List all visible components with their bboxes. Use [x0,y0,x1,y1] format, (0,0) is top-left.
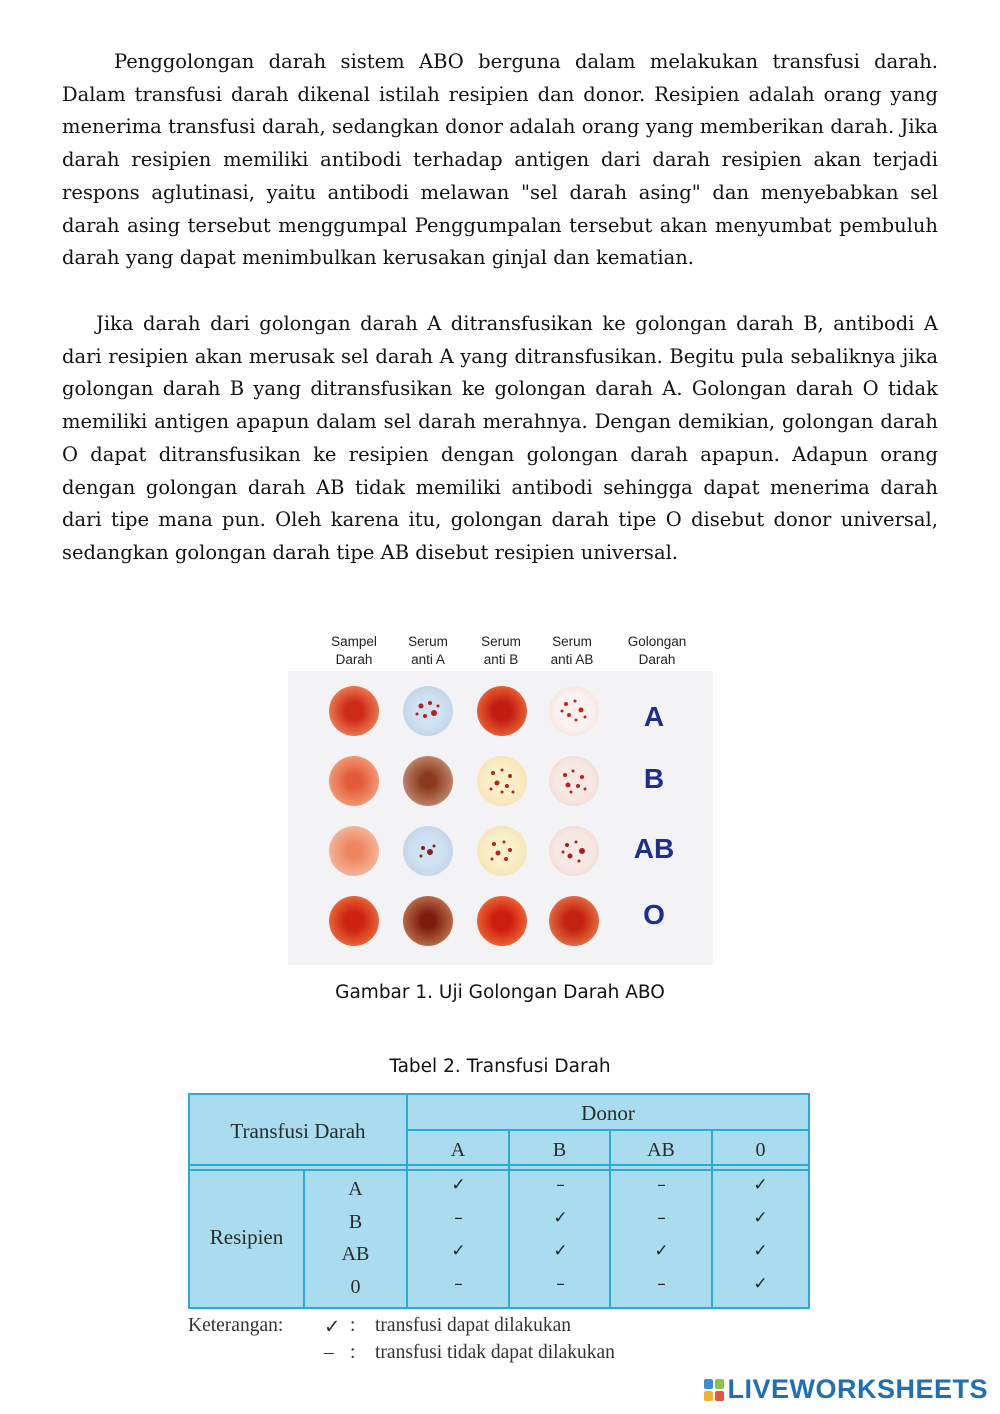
well-b-sample [329,756,379,806]
cell-0-ab: – [657,1274,666,1294]
legend-label: Keterangan: [188,1315,284,1336]
figure-header-blood-type: Golongan Darah [627,634,687,667]
donor-header: Donor [581,1101,635,1125]
well-o-anti-ab [549,896,599,946]
donor-col-b: B [552,1139,567,1161]
recipient-row-b: B [348,1211,363,1233]
well-b-anti-b [477,756,527,806]
recipient-row-0: 0 [350,1276,361,1298]
recipient-header: Resipien [209,1225,284,1249]
figure-header-anti-a: Serum anti A [408,634,448,667]
cell-ab-0: ✓ [753,1241,768,1261]
cell-a-0: ✓ [753,1175,768,1195]
cell-0-a: – [454,1274,463,1294]
well-o-sample [329,896,379,946]
well-ab-anti-a [403,826,453,876]
paragraph-abo-intro: Penggolongan darah sistem ABO berguna dalam melakukan transfusi darah. Dalam transfusi darah dikenal istilah resipien dan donor. Resipien adalah orang yang menerima transfusi darah, sedangkan donor adalah orang yang memberikan darah. Jika darah resipien memiliki antibodi terhadap antigen dari darah resipien akan terjadi respons aglutinasi, yaitu antibodi melawan "sel darah asing" dan menyebabkan sel darah asing tersebut menggumpal Penggumpalan tersebut akan menyumbat pembuluh darah yang dapat menimbulkan kerusakan ginjal dan kematian. [62,50,938,270]
table-divider [190,1164,808,1166]
brand-name: LIVEWORKSHEETS [727,1374,988,1404]
cell-b-b: ✓ [553,1208,568,1228]
donor-col-a: A [450,1139,466,1161]
table-divider [190,1169,808,1171]
cell-0-0: ✓ [753,1274,768,1294]
liveworksheets-logo-icon [704,1379,724,1401]
cell-0-b: – [556,1274,565,1294]
well-o-anti-b [477,896,527,946]
transfusion-table [188,1093,810,1309]
cell-ab-a: ✓ [451,1241,466,1261]
cell-a-a: ✓ [451,1175,466,1195]
recipient-row-a: A [348,1178,363,1200]
figure-header-sample: Sampel Darah [331,634,377,667]
cell-b-0: ✓ [753,1208,768,1228]
donor-col-ab: AB [647,1139,675,1161]
table-corner-label: Transfusi Darah [230,1119,366,1143]
liveworksheets-brand [704,1374,988,1405]
figure-header-anti-b: Serum anti B [481,634,521,667]
figure-caption: Gambar 1. Uji Golongan Darah ABO [335,982,665,1003]
cell-b-a: – [454,1208,463,1228]
test-plate [288,671,713,965]
abo-test-figure [288,625,713,965]
blood-type-label-ab: AB [633,833,675,864]
blood-type-label-o: O [643,899,665,930]
legend-check-symbol: ✓ [324,1317,341,1338]
blood-type-label-a: A [643,701,665,732]
well-b-anti-ab [549,756,599,806]
legend-sep: : [350,1315,356,1336]
legend-dash-symbol: – [324,1342,334,1363]
figure-header-anti-ab: Serum anti AB [550,634,594,667]
well-a-sample [329,686,379,736]
paragraph-transfusion-rules: Jika darah dari golongan darah A ditransfusikan ke golongan darah B, antibodi A dari resipien akan merusak sel darah A yang ditransfusikan. Begitu pula sebaliknya jika golongan darah B yang ditransfusikan ke golongan darah A. Golongan darah O tidak memiliki antigen apapun dalam sel darah merahnya. Dengan demikian, golongan darah O dapat ditransfusikan ke resipien dengan golongan darah apapun. Adapun orang dengan golongan darah AB tidak memiliki antibodi sehingga dapat menerima darah dari tipe mana pun. Oleh karena itu, golongan darah tipe O disebut donor universal, sedangkan golongan darah tipe AB disebut resipien universal. [62,312,938,564]
cell-ab-ab: ✓ [654,1241,669,1261]
well-a-anti-a [403,686,453,736]
well-ab-sample [329,826,379,876]
cell-ab-b: ✓ [553,1241,568,1261]
well-a-anti-ab [549,686,599,736]
table-divider [406,1129,808,1131]
well-o-anti-a [403,896,453,946]
legend-sep: : [350,1342,356,1363]
table-title: Tabel 2. Transfusi Darah [389,1056,611,1077]
well-a-anti-b [477,686,527,736]
cell-b-ab: – [657,1208,666,1228]
cell-a-ab: – [657,1175,666,1195]
cell-a-b: – [556,1175,565,1195]
donor-col-0: 0 [755,1139,766,1161]
recipient-row-ab: AB [341,1243,370,1265]
blood-type-label-b: B [643,763,665,794]
well-ab-anti-ab [549,826,599,876]
legend-dash-text: transfusi tidak dapat dilakukan [375,1342,615,1363]
legend-check-text: transfusi dapat dilakukan [375,1315,572,1336]
well-b-anti-a [403,756,453,806]
well-ab-anti-b [477,826,527,876]
